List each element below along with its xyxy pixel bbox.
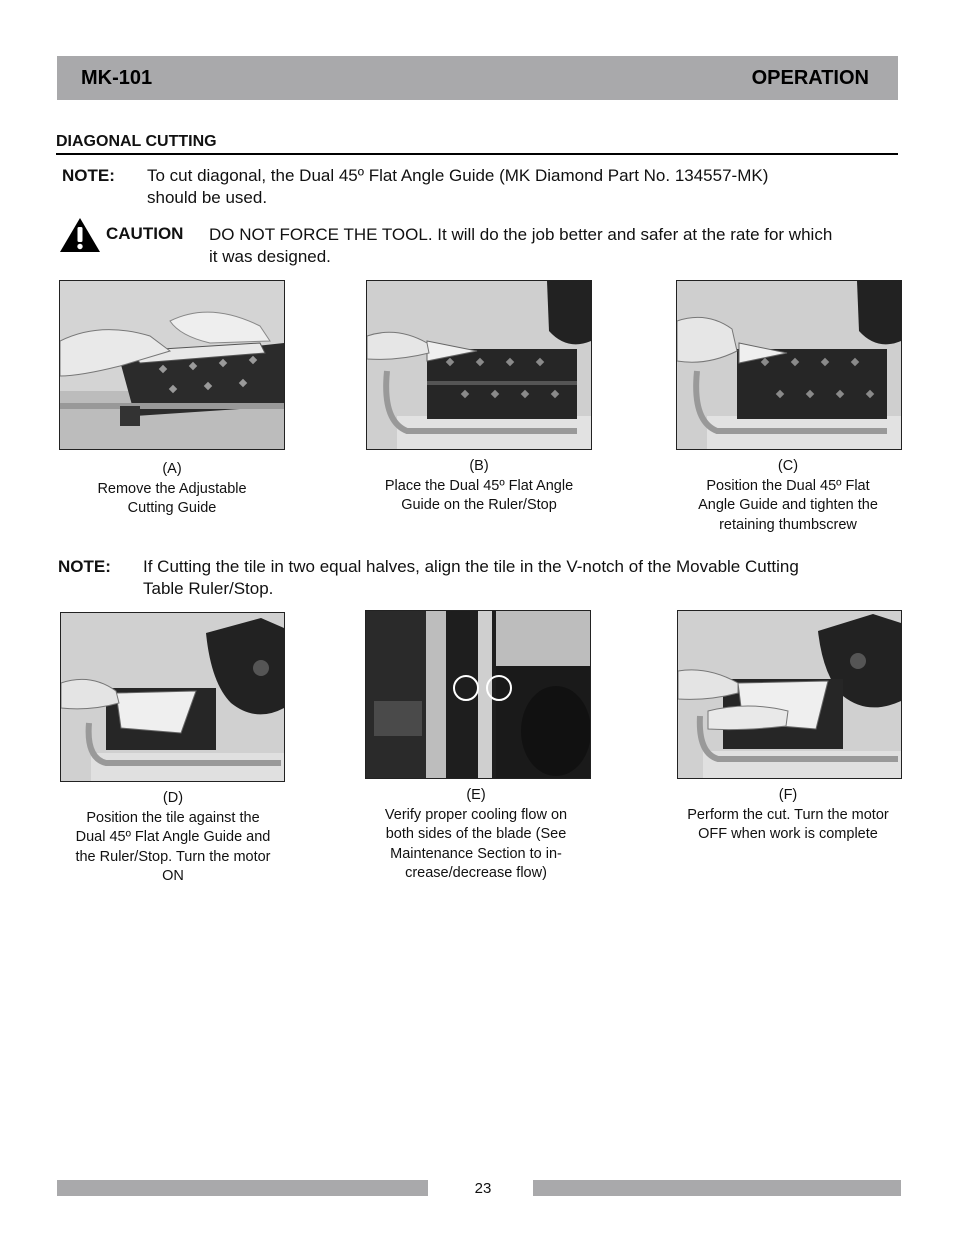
note-line: To cut diagonal, the Dual 45º Flat Angle Guide (MK Diamond Part No. 134557-MK) <box>147 166 769 185</box>
caption-line: ON <box>162 868 184 884</box>
caption-line: crease/decrease flow) <box>405 865 547 881</box>
section-divider <box>56 153 898 155</box>
caption-line: Dual 45º Flat Angle Guide and <box>75 829 271 845</box>
figure-a-photo <box>59 280 285 450</box>
note-line: Table Ruler/Stop. <box>143 579 274 598</box>
figure-b-photo <box>366 280 592 450</box>
page-number: 23 <box>474 1180 492 1197</box>
model-name: MK-101 <box>81 67 153 89</box>
figure-c-caption <box>673 457 903 535</box>
footer-bar-left <box>57 1180 428 1196</box>
figure-e-photo <box>365 610 591 779</box>
figure-b-caption <box>364 457 594 516</box>
figure-a-caption <box>57 460 287 519</box>
caption-line: Maintenance Section to in- <box>390 845 562 862</box>
figure-f-photo <box>677 610 902 779</box>
header-bar <box>57 56 898 100</box>
caption-line: Place the Dual 45º Flat Angle <box>384 477 574 494</box>
caption-line: Cutting Guide <box>127 500 217 516</box>
caption-line: Position the tile against the <box>86 809 260 826</box>
caption-line: retaining thumbscrew <box>719 516 857 533</box>
caption-line: Verify proper cooling flow on <box>384 806 568 823</box>
note-label: NOTE: <box>62 166 115 185</box>
caution-text <box>209 224 832 268</box>
note-label: NOTE: <box>58 557 111 576</box>
figure-letter: (B) <box>469 458 489 474</box>
figure-letter: (F) <box>778 787 798 803</box>
section-title: DIAGONAL CUTTING <box>56 133 217 150</box>
note-line: If Cutting the tile in two equal halves, align the tile in the V-notch of the Movable Cutting <box>143 557 799 576</box>
figure-letter: (D) <box>162 790 184 806</box>
caution-line: it was designed. <box>209 247 331 266</box>
caption-line: the Ruler/Stop. Turn the motor <box>75 848 271 865</box>
caution-line: DO NOT FORCE THE TOOL. It will do the job better and safer at the rate for which <box>209 225 833 244</box>
note-line: should be used. <box>147 188 268 207</box>
note-text <box>147 165 768 209</box>
caption-line: both sides of the blade (See <box>385 826 567 842</box>
caption-line: Position the Dual 45º Flat <box>706 477 870 494</box>
figure-c-photo <box>676 280 902 450</box>
caption-line: OFF when work is complete <box>698 826 878 842</box>
note-text <box>143 556 799 600</box>
figure-letter: (E) <box>466 787 486 803</box>
footer-bar-right <box>533 1180 901 1196</box>
warning-triangle-icon <box>59 217 101 253</box>
caption-line: Guide on the Ruler/Stop <box>401 497 557 513</box>
section-name: OPERATION <box>751 67 869 89</box>
figure-d-caption <box>58 789 288 887</box>
figure-e-caption <box>361 786 591 884</box>
figure-f-caption <box>673 786 903 845</box>
caution-label: CAUTION <box>106 224 184 243</box>
figure-letter: (C) <box>777 458 799 474</box>
caption-line: Remove the Adjustable <box>97 480 247 497</box>
caption-line: Angle Guide and tighten the <box>698 497 878 513</box>
figure-letter: (A) <box>162 461 182 477</box>
figure-d-photo <box>60 612 285 782</box>
caption-line: Perform the cut. Turn the motor <box>687 806 889 823</box>
